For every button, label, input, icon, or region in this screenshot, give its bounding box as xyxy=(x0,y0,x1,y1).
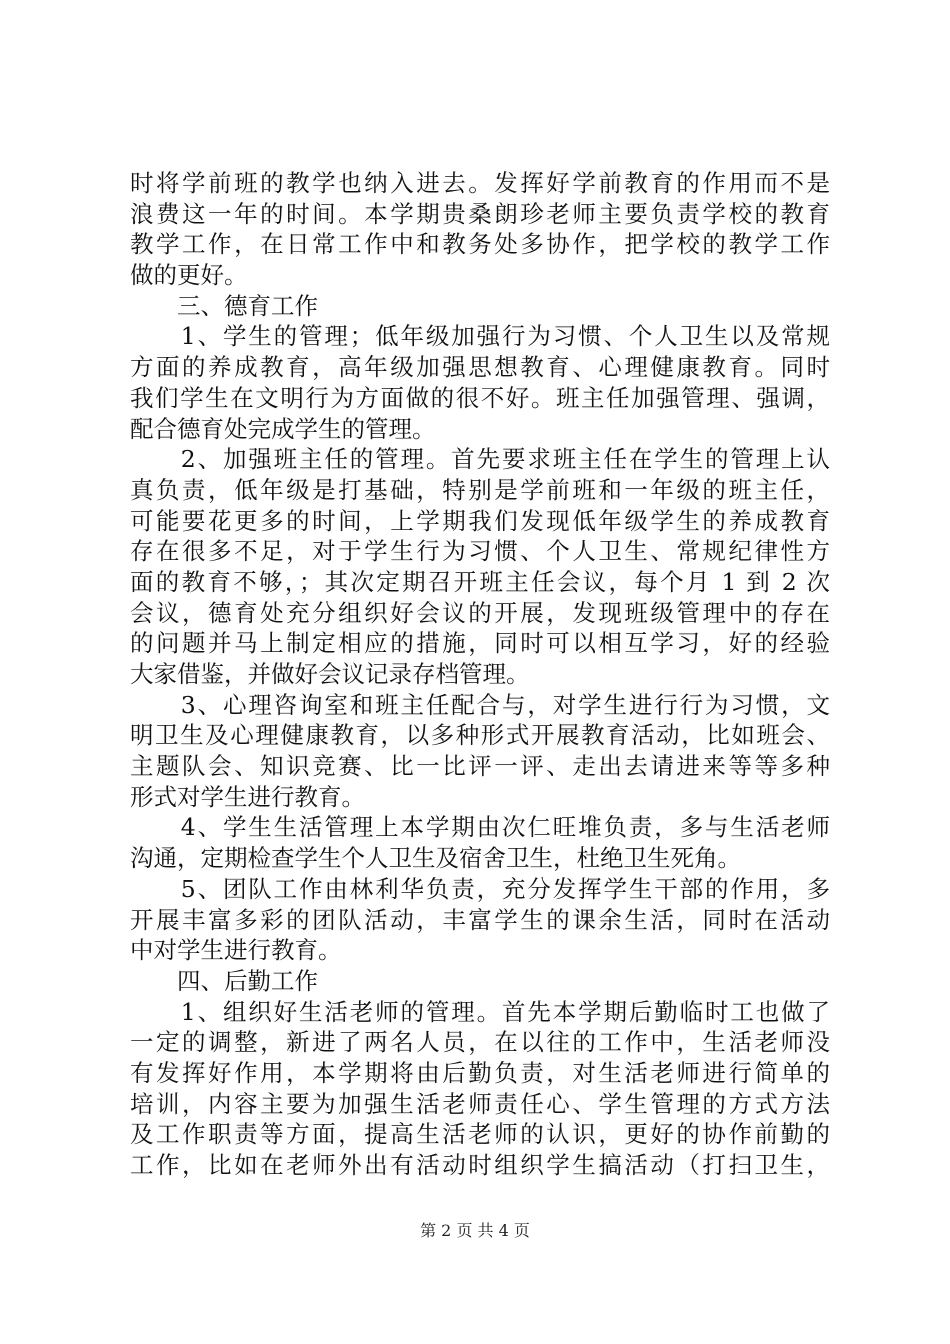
text-line: 有发挥好作用，本学期将由后勤负责，对生活老师进行简单的 xyxy=(130,1058,830,1087)
text-line: 会议，德育处充分组织好会议的开展，发现班级管理中的存在 xyxy=(130,598,830,627)
text-line: 及工作职责等方面，提高生活老师的认识，更好的协作前勤的 xyxy=(130,1120,830,1149)
text-line: 存在很多不足，对于学生行为习惯、个人卫生、常规纪律性方 xyxy=(130,537,830,566)
document-body xyxy=(130,168,830,1181)
text-line: 配合德育处完成学生的管理。 xyxy=(130,414,436,443)
text-line: 明卫生及心理健康教育，以多种形式开展教育活动，比如班会、 xyxy=(130,721,830,750)
text-line: 1、学生的管理；低年级加强行为习惯、个人卫生以及常规 xyxy=(130,322,830,351)
text-line: 沟通，定期检查学生个人卫生及宿舍卫生，杜绝卫生死角。 xyxy=(130,844,741,873)
text-line: 时将学前班的教学也纳入进去。发挥好学前教育的作用而不是 xyxy=(130,169,830,197)
text-line: 工作，比如在老师外出有活动时组织学生搞活动（打扫卫生， xyxy=(130,1151,830,1179)
text-line: 做的更好。 xyxy=(130,261,248,290)
text-line: 真负责，低年级是打基础，特别是学前班和一年级的班主任， xyxy=(130,475,830,504)
text-line: 大家借鉴，并做好会议记录存档管理。 xyxy=(130,660,530,688)
text-line: 3、心理咨询室和班主任配合与，对学生进行行为习惯，文 xyxy=(130,690,830,719)
text-line: 四、后勤工作 xyxy=(130,966,318,995)
text-line: 4、学生生活管理上本学期由次仁旺堆负责，多与生活老师 xyxy=(130,813,830,842)
text-line: 面的教育不够，；其次定期召开班主任会议，每个月 1 到 2 次 xyxy=(130,567,830,596)
text-line: 可能要花更多的时间，上学期我们发现低年级学生的养成教育 xyxy=(130,506,830,535)
text-line: 中对学生进行教育。 xyxy=(130,936,342,965)
text-line: 2、加强班主任的管理。首先要求班主任在学生的管理上认 xyxy=(130,445,830,474)
text-line: 开展丰富多彩的团队活动，丰富学生的课余生活，同时在活动 xyxy=(130,905,830,934)
text-line: 浪费这一年的时间。本学期贵桑朗珍老师主要负责学校的教育 xyxy=(130,199,830,228)
text-line: 的问题并马上制定相应的措施，同时可以相互学习，好的经验 xyxy=(130,629,830,658)
page-footer: 第 2 页 共 4 页 xyxy=(420,1221,530,1240)
text-line: 我们学生在文明行为方面做的很不好。班主任加强管理、强调， xyxy=(130,383,830,412)
text-line: 教学工作，在日常工作中和教务处多协作，把学校的教学工作 xyxy=(130,230,830,259)
text-line: 5、团队工作由林利华负责，充分发挥学生干部的作用，多 xyxy=(130,874,830,903)
text-line: 培训，内容主要为加强生活老师责任心、学生管理的方式方法 xyxy=(130,1089,830,1118)
text-line: 主题队会、知识竞赛、比一比评一评、走出去请进来等等多种 xyxy=(130,752,830,781)
text-line: 一定的调整，新进了两名人员，在以往的工作中，生活老师没 xyxy=(130,1028,830,1057)
text-line: 1、组织好生活老师的管理。首先本学期后勤临时工也做了 xyxy=(130,997,830,1026)
text-line: 三、德育工作 xyxy=(130,291,318,320)
text-line: 形式对学生进行教育。 xyxy=(130,782,365,811)
text-line: 方面的养成教育，高年级加强思想教育、心理健康教育。同时 xyxy=(130,353,830,382)
